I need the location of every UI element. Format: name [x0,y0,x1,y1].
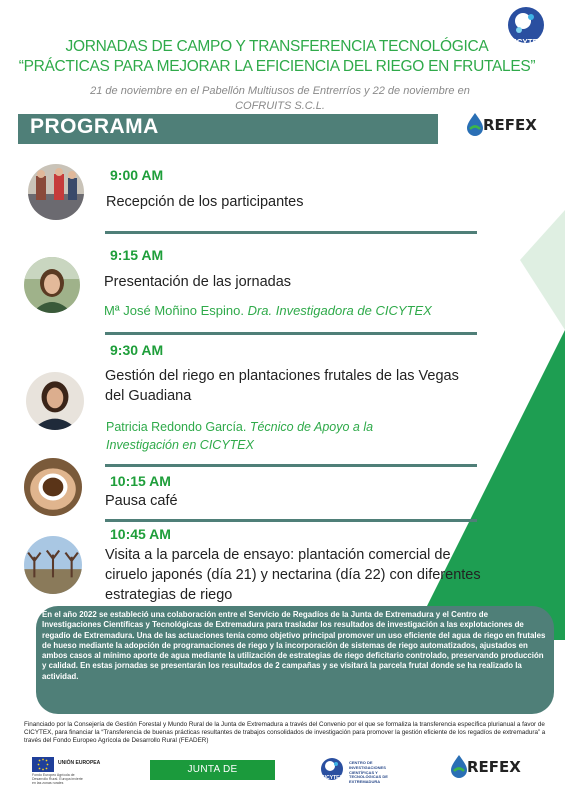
text-item-5-line3: estrategias de riego [105,587,233,603]
speaker-photo-monino [24,257,80,313]
eu-flag-icon [32,757,54,772]
speaker-name-3: Patricia Redondo García. [106,420,247,434]
coffee-image [24,458,82,516]
page-title-line2: “PRÁCTICAS PARA MEJORAR LA EFICIENCIA DEL RIEGO EN FRUTALES” [18,58,536,75]
refex-footer-text: REFEX [467,758,521,776]
subtitle-line2: COFRUITS S.C.L. [235,100,325,112]
funding-text: Financiado por la Consejería de Gestión Forestal y Mundo Rural de la Junta de Extremadura a través del Convenio por el que se formaliza la transferencia específica plurianual a favor de CICYTEX, para financiar la “Transferencia de buenas prácticas resultantes de trabajos consolidados de investigación para promover la gestión eficiente de los regadíos de extremadura” a través del Fondo Europeo Agrícola de Desarrollo Rural (FEADER) [24,721,546,744]
speaker-photo-redondo [26,372,84,430]
text-item-2: Presentación de las jornadas [104,274,292,290]
time-item-3: 9:30 AM [110,342,164,358]
speaker-item-3 [106,418,373,454]
time-item-2: 9:15 AM [110,247,164,263]
text-item-3 [105,366,545,406]
refex-logo-text: REFEX [483,116,537,134]
text-item-3-line2: del Guadiana [105,388,192,404]
cicytex-footer-subtext: CENTRO DE INVESTIGACIONES CIENTÍFICAS Y TECNOLÓGICAS DE EXTREMADURA [349,760,388,785]
refex-logo [466,112,546,138]
orchard-image [24,536,82,594]
separator-2 [105,332,477,335]
reception-image [28,164,84,220]
water-drop-footer-icon [450,754,468,778]
subtitle-line1: 21 de noviembre en el Pabellón Multiusos de Entrerríos y 22 de noviembre en [90,85,470,97]
speaker-role-3-line2: Investigación en CICYTEX [106,438,254,452]
speaker-item-2 [104,302,432,320]
eu-label: UNIÓN EUROPEA [58,760,101,766]
coffee-photo [24,458,82,516]
cicytex-footer-logo [318,756,346,784]
reception-photo [28,164,84,220]
time-item-5: 10:45 AM [110,526,171,542]
separator-1 [105,231,477,234]
time-item-1: 9:00 AM [110,167,164,183]
junta-extremadura-logo: JUNTA DE EXTREMADURA [150,760,275,780]
orchard-photo [24,536,82,594]
text-item-5 [105,545,555,605]
programa-label: PROGRAMA [30,115,159,138]
separator-4 [105,519,477,522]
separator-3 [105,464,477,467]
info-box-text: En el año 2022 se estableció una colaboración entre el Servicio de Regadíos de la Junta de Extremadura y el Centro de Investigaciones Científicas y Tecnológicas de Extremadura para trasladar los resultados de investigación a las explotaciones de regadío de Extremadura. Una de las actuaciones tenía como objetivo principal promover un uso eficiente del agua de riego en frutales de hueso mediante la adopción de programaciones de riego y la incorporación de sistemas de riego automatizados, ajustados en ambos casos al mínimo aporte de agua mediante la utilización de estrategias de riego deficitario controlado, preservando producción y calidad. En estas jornadas se presentarán los resultados de 2 campañas y se visitará la parcela frutal donde se ha realizado la actividad. [42,610,546,681]
water-drop-icon [466,112,484,136]
text-item-5-line2: ciruelo japonés (día 21) y nectarina (día 22) con diferentes [105,567,481,583]
cicytex-logo-text: CICYTEX [508,38,544,47]
speaker-monino-image [24,257,80,313]
text-item-1: Recepción de los participantes [106,194,304,210]
time-item-4: 10:15 AM [110,473,171,489]
speaker-name-2: Mª José Moñino Espino. [104,303,244,318]
cicytex-footer-text: CICYTEX [321,775,343,781]
text-item-5-line1: Visita a la parcela de ensayo: plantación comercial de [105,547,451,563]
text-item-3-line1: Gestión del riego en plantaciones frutales de las Vegas [105,368,459,384]
page-title-line1: JORNADAS DE CAMPO Y TRANSFERENCIA TECNOLÓGICA [65,38,489,55]
refex-footer-logo [450,754,530,780]
speaker-role-3-line1: Técnico de Apoyo a la [249,420,374,434]
page-subtitle [20,84,540,114]
text-item-4: Pausa café [105,493,178,509]
speaker-redondo-image [26,372,84,430]
eu-sub-label: Fondo Europeo Agrícola de Desarrollo Rural. Europa invierte en las zonas rurales [32,773,83,785]
speaker-role-2: Dra. Investigadora de CICYTEX [247,303,432,318]
